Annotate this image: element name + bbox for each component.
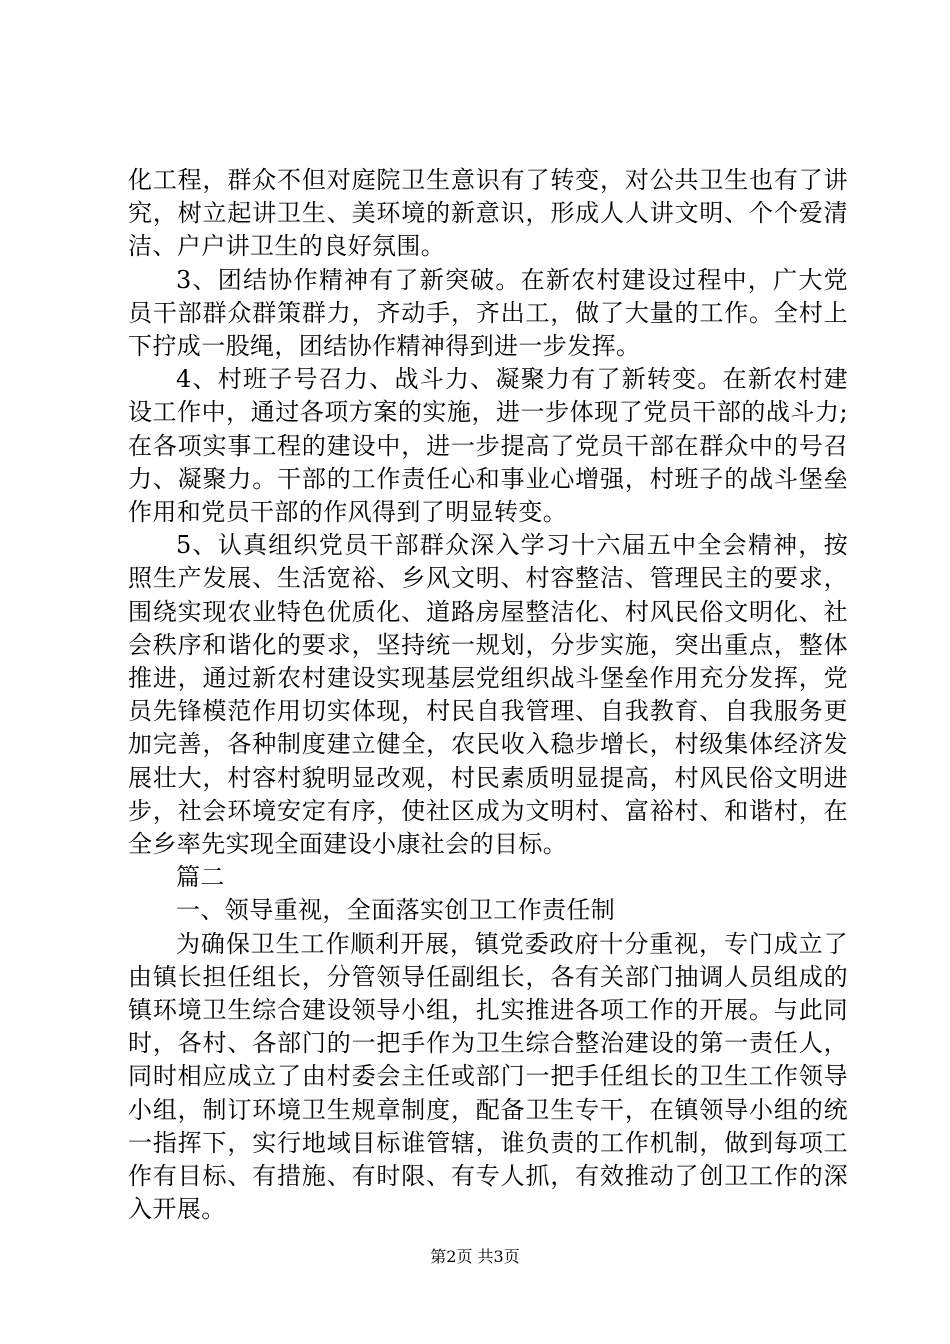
- page-number-footer: 第2页 共3页: [430, 1247, 520, 1266]
- section-heading-part-two: 篇二: [176, 863, 225, 892]
- paragraph-1: 化工程，群众不但对庭院卫生意识有了转变，对公共卫生也有了讲究，树立起讲卫生、美环境的新意识，形成人人讲文明、个个爱清洁、户户讲卫生的良好氛围。: [128, 166, 848, 261]
- subsection-heading: 一、领导重视，全面落实创卫工作责任制: [176, 896, 616, 925]
- paragraph-4: 5、认真组织党员干部群众深入学习十六届五中全会精神，按照生产发展、生活宽裕、乡风文明、村容整洁、管理民主的要求，围绕实现农业特色优质化、道路房屋整洁化、村风民俗文明化、社会秩序和谐化的要求，坚持统一规划，分步实施，突出重点，整体推进，通过新农村建设实现基层党组织战斗堡垒作用充分发挥，党员先锋模范作用切实体现，村民自我管理、自我教育、自我服务更加完善，各种制度建立健全，农民收入稳步增长，村级集体经济发展壮大，村容村貌明显改观，村民素质明显提高，村风民俗文明进步，社会环境安定有序，使社区成为文明村、富裕村、和谐村，在全乡率先实现全面建设小康社会的目标。: [128, 531, 848, 859]
- paragraph-5: 为确保卫生工作顺利开展，镇党委政府十分重视，专门成立了由镇长担任组长，分管领导任副组长，各有关部门抽调人员组成的镇环境卫生综合建设领导小组，扎实推进各项工作的开展。与此同时，各村、各部门的一把手作为卫生综合整治建设的第一责任人，同时相应成立了由村委会主任或部门一把手任组长的卫生工作领导小组，制订环境卫生规章制度，配备卫生专干，在镇领导小组的统一指挥下，实行地域目标谁管辖，谁负责的工作机制，做到每项工作有目标、有措施、有时限、有专人抓，有效推动了创卫工作的深入开展。: [128, 929, 848, 1224]
- paragraph-2: 3、团结协作精神有了新突破。在新农村建设过程中，广大党员干部群众群策群力，齐动手，齐出工，做了大量的工作。全村上下拧成一股绳，团结协作精神得到进一步发挥。: [128, 265, 848, 361]
- document-body: [128, 164, 848, 1227]
- paragraph-3: 4、村班子号召力、战斗力、凝聚力有了新转变。在新农村建设工作中，通过各项方案的实施，进一步体现了党员干部的战斗力;在各项实事工程的建设中，进一步提高了党员干部在群众中的号召力、凝聚力。干部的工作责任心和事业心增强，村班子的战斗堡垒作用和党员干部的作风得到了明显转变。: [128, 365, 848, 527]
